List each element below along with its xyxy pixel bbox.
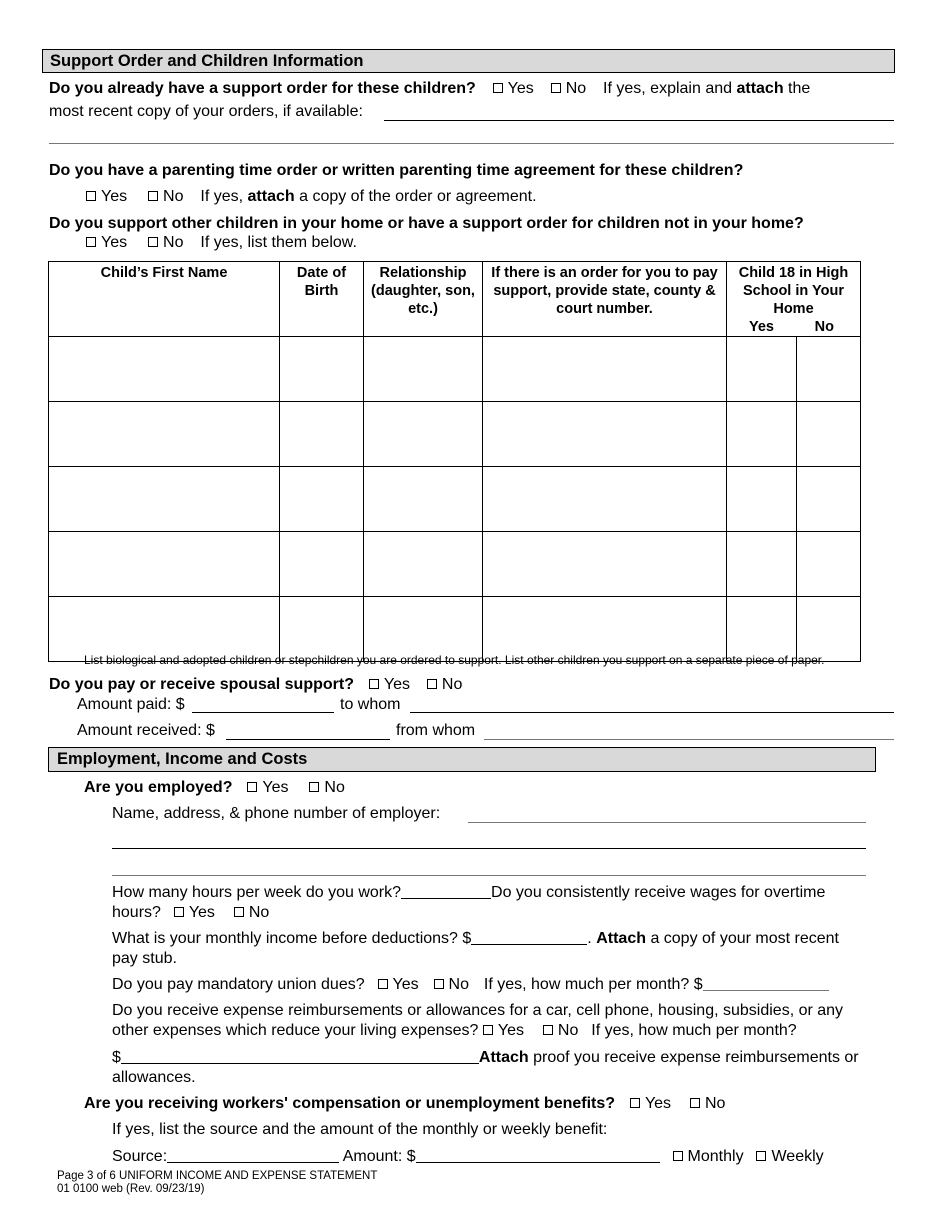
union-no[interactable]: No: [434, 976, 469, 993]
parenting-instruction: If yes,: [200, 188, 244, 205]
table-cell[interactable]: [364, 597, 483, 662]
support-order-yes[interactable]: Yes: [493, 80, 534, 97]
table-cell[interactable]: [280, 467, 364, 532]
table-cell[interactable]: [280, 597, 364, 662]
overtime-row: [112, 904, 269, 922]
table-row: [49, 337, 861, 402]
other-children-instruction: If yes, list them below.: [200, 234, 357, 251]
from-whom-label: from whom: [396, 722, 476, 739]
checkbox-icon[interactable]: [551, 83, 561, 93]
other-children-yes[interactable]: Yes: [86, 234, 127, 251]
source-label: Source:: [112, 1148, 168, 1165]
checkbox-icon[interactable]: [148, 191, 158, 201]
attach-emphasis: Attach: [478, 1049, 529, 1066]
source-input[interactable]: [167, 1148, 339, 1163]
parenting-question: Do you have a parenting time order or written parenting time agreement for these children?: [49, 162, 744, 179]
checkbox-icon[interactable]: [247, 782, 257, 792]
spousal-yes[interactable]: Yes: [369, 676, 410, 693]
hours-input[interactable]: [401, 884, 491, 899]
reimbursement-row-2: [112, 1022, 797, 1040]
table-cell[interactable]: [727, 402, 797, 467]
table-cell[interactable]: [364, 337, 483, 402]
employed-no[interactable]: No: [309, 779, 344, 796]
other-children-no[interactable]: No: [148, 234, 183, 251]
support-order-input-line[interactable]: [384, 120, 894, 121]
parenting-no[interactable]: No: [148, 188, 183, 205]
child-18-label: Child 18 in High School in Your Home: [738, 265, 849, 317]
table-cell[interactable]: [483, 597, 727, 662]
overtime-no[interactable]: No: [234, 904, 269, 921]
table-cell[interactable]: [797, 597, 861, 662]
employed-question: Are you employed?: [84, 779, 233, 796]
checkbox-icon[interactable]: [427, 679, 437, 689]
reimb-yes[interactable]: Yes: [483, 1022, 524, 1039]
col-header-no: No: [814, 319, 834, 335]
workers-yes[interactable]: Yes: [630, 1095, 671, 1112]
workers-comp-question: Are you receiving workers' compensation or unemployment benefits?: [84, 1095, 616, 1112]
weekly-option[interactable]: Weekly: [756, 1148, 823, 1165]
workers-no[interactable]: No: [690, 1095, 725, 1112]
reimbursement-row-3: $ Attach proof you receive expense reimbursements or: [112, 1049, 859, 1066]
to-whom-input[interactable]: [410, 712, 894, 713]
overtime-yes[interactable]: Yes: [174, 904, 215, 921]
col-header-child-18: [727, 262, 861, 337]
checkbox-icon[interactable]: [756, 1151, 766, 1161]
checkbox-icon[interactable]: [174, 907, 184, 917]
amount-received-input[interactable]: [226, 739, 390, 740]
table-cell[interactable]: [797, 532, 861, 597]
amount-paid-input[interactable]: [192, 712, 334, 713]
table-cell[interactable]: [797, 467, 861, 532]
allowances-label: allowances.: [112, 1069, 196, 1086]
support-order-copy-label: most recent copy of your orders, if available:: [49, 103, 363, 120]
support-order-instruction: If yes, explain and: [603, 80, 733, 97]
support-order-question-row: [49, 80, 810, 98]
footer-form-number: 01 0100 web (Rev. 09/23/19): [57, 1183, 205, 1195]
union-dues-row: [112, 976, 829, 994]
union-yes[interactable]: Yes: [378, 976, 419, 993]
reimb-amount-label: If yes, how much per month?: [591, 1022, 797, 1039]
section-title: Employment, Income and Costs: [57, 750, 308, 768]
parenting-yes[interactable]: Yes: [86, 188, 127, 205]
monthly-income-instruction: a copy of your most recent: [650, 930, 839, 947]
support-order-input-line-2[interactable]: [49, 143, 894, 144]
employer-label: Name, address, & phone number of employer:: [112, 805, 441, 822]
support-order-question: Do you already have a support order for these children?: [49, 80, 476, 97]
workers-comp-row: [84, 1095, 725, 1113]
table-row: [49, 532, 861, 597]
checkbox-icon[interactable]: [673, 1151, 683, 1161]
amount-received-label: Amount received: $: [77, 722, 215, 739]
checkbox-icon[interactable]: [148, 237, 158, 247]
employer-input-1[interactable]: [468, 822, 866, 823]
table-cell[interactable]: [49, 402, 280, 467]
employer-input-3[interactable]: [112, 875, 866, 876]
footer-page-info: Page 3 of 6 UNIFORM INCOME AND EXPENSE STATEMENT: [57, 1170, 378, 1182]
children-table: [48, 261, 861, 662]
col-header-yes: Yes: [749, 319, 774, 335]
checkbox-icon[interactable]: [630, 1098, 640, 1108]
monthly-income-row: What is your monthly income before deductions? $ . Attach a copy of your most recent: [112, 930, 839, 947]
table-cell[interactable]: [483, 402, 727, 467]
checkbox-icon[interactable]: [309, 782, 319, 792]
table-cell[interactable]: [280, 337, 364, 402]
union-amount-label: If yes, how much per month? $: [483, 976, 703, 993]
hours-row: [112, 884, 825, 902]
amount-paid-label: Amount paid: $: [77, 696, 185, 713]
parenting-instruction-end: a copy of the order or agreement.: [299, 188, 537, 205]
reimb-proof-label: proof you receive expense reimbursements or: [533, 1049, 859, 1066]
parenting-options-row: [86, 188, 537, 206]
table-cell[interactable]: [280, 402, 364, 467]
table-cell[interactable]: [483, 467, 727, 532]
checkbox-icon[interactable]: [483, 1025, 493, 1035]
union-amount-input[interactable]: [703, 976, 829, 991]
table-note: List biological and adopted children or stepchildren you are ordered to support. List other children you support on a separate piece of paper.: [84, 653, 825, 667]
table-cell[interactable]: [727, 597, 797, 662]
table-cell[interactable]: [49, 467, 280, 532]
table-cell[interactable]: [483, 337, 727, 402]
amount-label: Amount: $: [342, 1148, 416, 1165]
overtime-label-end: hours?: [112, 904, 161, 921]
monthly-income-input[interactable]: [471, 930, 587, 945]
checkbox-icon[interactable]: [690, 1098, 700, 1108]
attach-emphasis: attach: [736, 80, 784, 97]
col-header-order: If there is an order for you to pay support, provide state, county & court number.: [483, 262, 727, 337]
checkbox-icon[interactable]: [86, 237, 96, 247]
table-cell[interactable]: [727, 467, 797, 532]
spousal-question: Do you pay or receive spousal support?: [49, 676, 354, 693]
reimbursement-line-1: Do you receive expense reimbursements or allowances for a car, cell phone, housing, subsidies, or any: [112, 1002, 844, 1019]
col-header-relationship: Relationship (daughter, son, etc.): [364, 262, 483, 337]
checkbox-icon[interactable]: [378, 979, 388, 989]
checkbox-icon[interactable]: [493, 83, 503, 93]
to-whom-label: to whom: [340, 696, 401, 713]
employed-yes[interactable]: Yes: [247, 779, 288, 796]
table-cell[interactable]: [797, 402, 861, 467]
table-cell[interactable]: [364, 532, 483, 597]
checkbox-icon[interactable]: [543, 1025, 553, 1035]
section-title: Support Order and Children Information: [50, 52, 364, 70]
attach-emphasis: Attach: [596, 930, 646, 947]
attach-emphasis: attach: [247, 188, 295, 205]
employed-question-row: [84, 779, 345, 797]
table-cell[interactable]: [49, 337, 280, 402]
pay-stub-label: pay stub.: [112, 950, 177, 967]
table-cell[interactable]: [483, 532, 727, 597]
table-row: [49, 402, 861, 467]
table-cell[interactable]: [797, 337, 861, 402]
overtime-label: Do you consistently receive wages for overtime: [491, 884, 826, 901]
table-cell[interactable]: [364, 467, 483, 532]
reimb-amount-input[interactable]: [121, 1049, 479, 1064]
col-header-first-name: Child’s First Name: [49, 262, 280, 337]
reimb-no[interactable]: No: [543, 1022, 578, 1039]
table-row: [49, 597, 861, 662]
from-whom-input[interactable]: [484, 739, 894, 740]
spousal-no[interactable]: No: [427, 676, 462, 693]
table-cell[interactable]: [364, 402, 483, 467]
table-row: [49, 467, 861, 532]
workers-comp-instruction: If yes, list the source and the amount of the monthly or weekly benefit:: [112, 1121, 608, 1138]
checkbox-icon[interactable]: [234, 907, 244, 917]
table-cell[interactable]: [727, 337, 797, 402]
amount-input[interactable]: [416, 1148, 660, 1163]
support-order-instruction-end: the: [788, 80, 811, 97]
benefit-source-row: [112, 1148, 824, 1166]
other-children-question: Do you support other children in your home or have a support order for children not in your home?: [49, 215, 804, 232]
support-order-no[interactable]: No: [551, 80, 586, 97]
reimbursement-label: other expenses which reduce your living expenses?: [112, 1022, 479, 1039]
table-cell[interactable]: [280, 532, 364, 597]
employer-input-2[interactable]: [112, 848, 866, 849]
checkbox-icon[interactable]: [434, 979, 444, 989]
col-header-dob: Date of Birth: [280, 262, 364, 337]
union-dues-label: Do you pay mandatory union dues?: [112, 976, 365, 993]
hours-label: How many hours per week do you work?: [112, 884, 402, 901]
section-header-employment: [48, 747, 876, 772]
table-cell[interactable]: [49, 597, 280, 662]
checkbox-icon[interactable]: [86, 191, 96, 201]
checkbox-icon[interactable]: [369, 679, 379, 689]
table-cell[interactable]: [49, 532, 280, 597]
monthly-income-label: What is your monthly income before deductions? $: [112, 930, 472, 947]
spousal-question-row: [49, 676, 462, 694]
section-header-support-order: [42, 49, 895, 73]
monthly-option[interactable]: Monthly: [673, 1148, 744, 1165]
other-children-options-row: [86, 234, 357, 252]
table-cell[interactable]: [727, 532, 797, 597]
